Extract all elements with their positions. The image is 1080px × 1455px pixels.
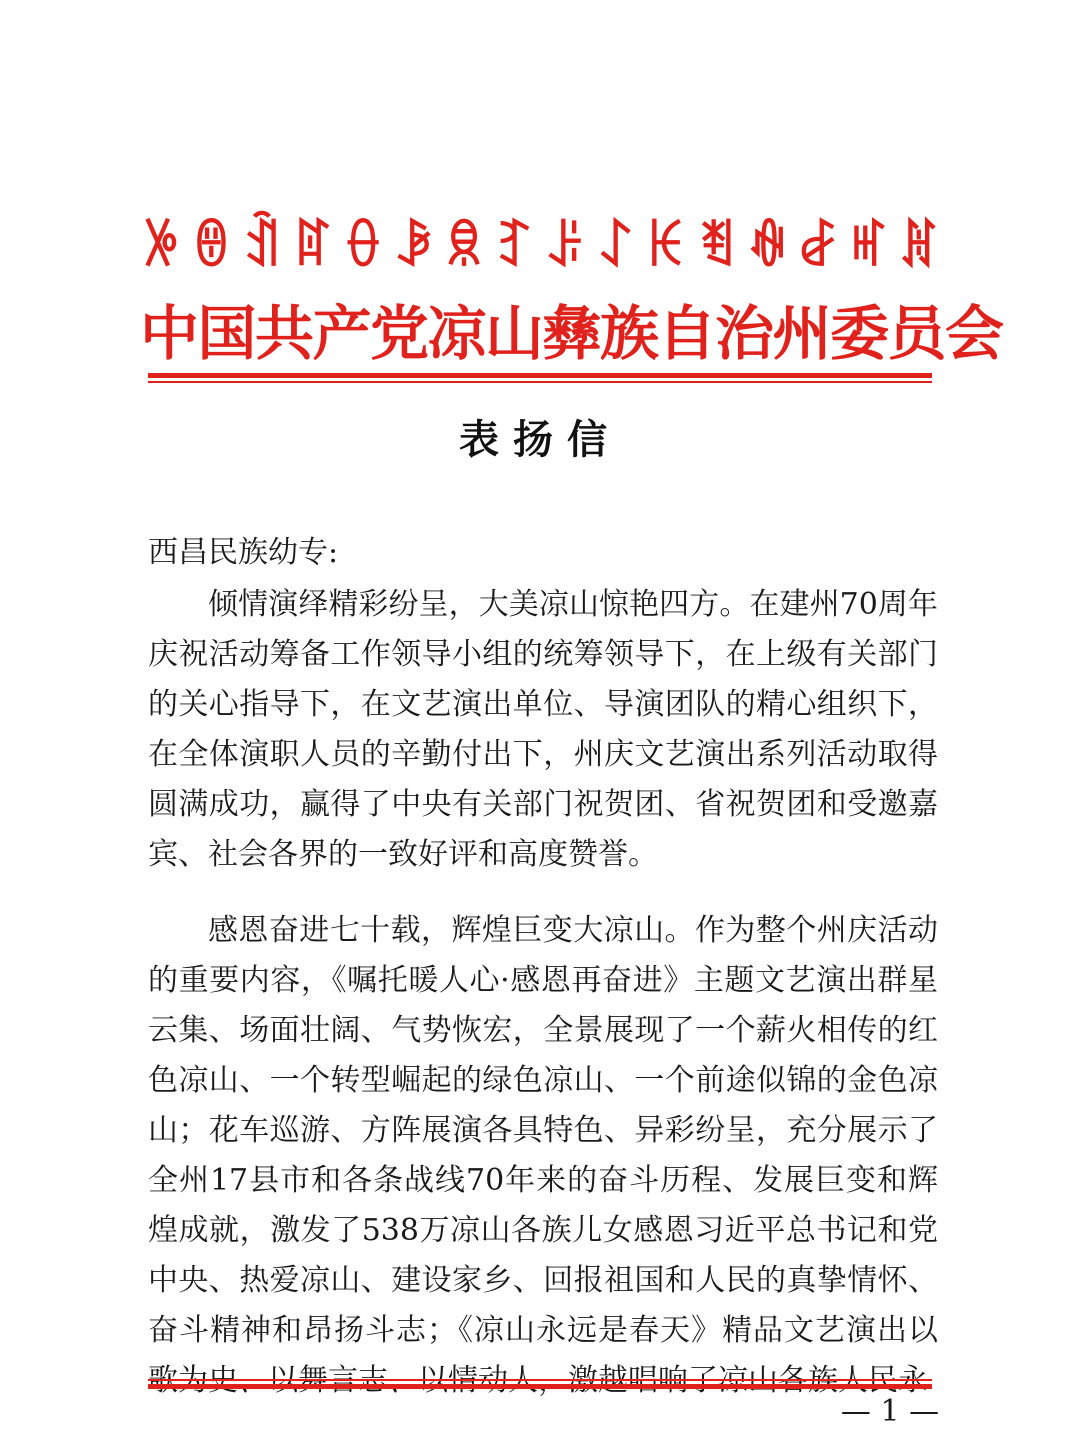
yi-char: ꂷ xyxy=(342,218,384,278)
organization-name: 中国共产党凉山彝族自治州委员会 xyxy=(140,299,1003,368)
yi-char: ꆃ xyxy=(393,218,434,278)
page-number: — 1 — xyxy=(840,1394,940,1429)
yi-char: ꆀ xyxy=(797,218,839,278)
header-rule-thick xyxy=(148,373,932,378)
yi-char: ꉼ xyxy=(140,218,182,278)
yi-char: ꌠ xyxy=(544,218,586,278)
yi-char: ꀉ xyxy=(241,218,283,278)
paragraph: 感恩奋进七十载，辉煌巨变大凉山。作为整个州庆活动的重要内容，《嘱托暖人心·感恩再奋进》主题文艺演出群星云集、场面壮阔、气势恢宏，全景展现了一个薪火相传的红色凉山、一个转型崛起的绿色凉山、一个前途似锦的金色凉山；花车巡游、方阵展演各具特色、异彩纷呈，充分展示了全州17县市和各条战线70年来的奋斗历程、发展巨变和辉煌成就，激发了538万凉山各族儿女感恩习近平总书记和党中央、热爱凉山、建设家乡、回报祖国和人民的真挚情怀、奋斗精神和昂扬斗志；《凉山永远是春天》精品文艺演出以 xyxy=(148,913,938,1348)
yi-script-line xyxy=(140,208,940,288)
yi-char: ꌋ xyxy=(443,218,485,278)
yi-char: ꀘ xyxy=(646,218,687,278)
document-title: 表扬信 xyxy=(459,416,621,463)
yi-char: ꍏ xyxy=(292,218,333,278)
yi-char: ꄮ xyxy=(696,218,738,278)
yi-char: ꍩ xyxy=(898,218,940,278)
footer-rule-thin xyxy=(148,1379,932,1381)
salutation: 西昌民族幼专: xyxy=(148,535,339,570)
yi-char: ꆈ xyxy=(494,218,536,278)
yi-char: ꋍ xyxy=(595,218,637,278)
yi-char: ꇩ xyxy=(191,218,232,278)
header-rule-thin xyxy=(148,381,932,383)
yi-char: ꎭ xyxy=(848,218,889,278)
paragraph: 倾情演绎精彩纷呈，大美凉山惊艳四方。在建州70周年庆祝活动筹备工作领导小组的统筹领导下，在上级有关部门的关心指导下，在文艺演出单位、导演团队的精心组织下，在全体演职人员的辛勤付出下，州庆文艺演出系列活动取得圆满成功，赢得了中央有关部门祝贺团、省祝贺团和受邀嘉宾、社会各界的一致好评和高度赞誉。 xyxy=(148,587,938,872)
yi-char: ꊿ xyxy=(747,218,788,278)
footer-rule-thick xyxy=(148,1384,932,1389)
